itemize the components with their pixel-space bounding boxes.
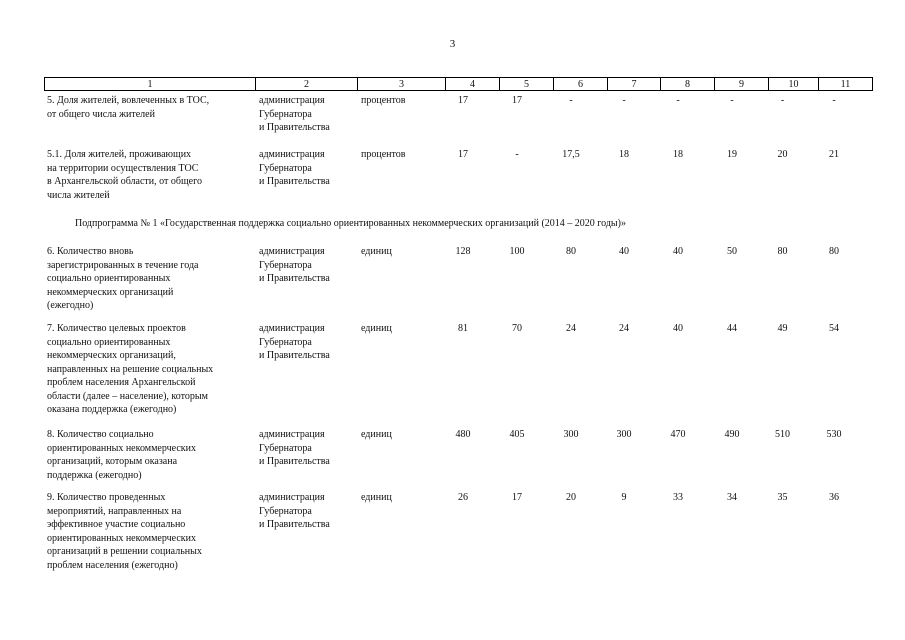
indicator-name [47,322,252,417]
executor-cell-line: Губернатора [259,505,312,517]
value-cell: 9 [621,492,627,503]
value-cell: 34 [727,492,737,503]
header-col-7: 7 [608,78,661,91]
executor-cell-line: Губернатора [259,108,312,120]
value-cell: 490 [724,429,740,440]
executor-cell [259,428,359,469]
indicator-name-line: социально ориентированных [47,336,171,348]
value-cell: - [515,149,519,160]
executor-cell-line: администрация [259,149,325,160]
subprogram-heading: Подпрограмма № 1 «Государственная поддержка социально ориентированных некоммерческих организаций (2014 – 2020 годы)» [75,218,626,229]
indicator-name-line: организаций в решении социальных [47,546,202,557]
indicator-name [47,428,252,482]
value-cell: 128 [455,246,471,257]
indicator-name [47,491,252,572]
indicator-name-line: мероприятий, направленных на [47,505,182,517]
value-cell: 21 [829,149,839,160]
value-cell: 24 [566,323,576,334]
unit-cell: единиц [361,492,392,503]
executor-cell-line: администрация [259,429,325,440]
value-cell: 17 [458,149,468,160]
executor-cell-line: администрация [259,246,325,257]
indicator-name-line: организаций, которым оказана [47,456,178,467]
value-cell: 80 [777,246,788,257]
indicator-name-line: социально ориентированных [47,273,171,284]
value-cell: - [622,95,626,106]
value-cell: 20 [777,149,788,160]
indicator-name-line: (ежегодно) [47,300,94,311]
indicator-name-line: 5. Доля жителей, вовлеченных в ТОС, [47,95,210,106]
header-col-3: 3 [358,78,446,91]
value-cell: 70 [512,323,522,334]
value-cell: 17 [512,492,522,503]
indicator-name-line: ориентированных некоммерческих [47,442,196,454]
value-cell: 300 [563,429,579,440]
indicator-name-line: от общего числа жителей [47,108,155,120]
indicator-name-line: числа жителей [47,189,110,201]
indicator-name-line: оказана поддержка (ежегодно) [47,404,177,415]
value-cell: 510 [775,429,790,440]
header-col-8: 8 [661,78,715,91]
executor-cell-line: администрация [259,323,325,334]
header-col-10: 10 [769,78,819,91]
executor-cell [259,94,359,135]
value-cell: 18 [619,149,629,160]
header-col-2: 2 [256,78,358,91]
value-cell: - [569,95,573,106]
value-cell: 49 [777,323,788,334]
executor-cell-line: администрация [259,492,325,503]
value-cell: 300 [616,429,632,440]
unit-cell: процентов [361,95,406,106]
unit-cell: процентов [361,149,406,160]
indicator-name-line: на территории осуществления ТОС [47,162,199,174]
column-number-header [44,77,873,91]
value-cell: - [730,95,734,106]
value-cell: 17 [512,95,522,106]
value-cell: 35 [777,492,788,503]
executor-cell-line: Губернатора [259,336,312,348]
indicator-name [47,148,252,202]
indicator-name-line: проблем населения (ежегодно) [47,559,178,571]
executor-cell-line: и Правительства [259,519,330,530]
indicator-name-line: 6. Количество вновь [47,246,134,257]
value-cell: 54 [829,323,839,334]
value-cell: 17,5 [562,149,580,160]
indicator-name-line: зарегистрированных в течение года [47,259,199,271]
value-cell: 40 [673,323,683,334]
value-cell: 40 [673,246,683,257]
value-cell: 480 [455,429,471,440]
indicator-name-line: эффективное участие социально [47,519,186,530]
executor-cell-line: и Правительства [259,350,330,361]
value-cell: 18 [673,149,683,160]
value-cell: 100 [509,246,525,257]
executor-cell-line: и Правительства [259,456,330,467]
value-cell: 19 [727,149,737,160]
value-cell: 50 [727,246,737,257]
executor-cell-line: и Правительства [259,122,330,133]
executor-cell [259,491,359,532]
indicator-name [47,245,252,313]
indicator-name-line: области (далее – население), которым [47,390,208,402]
executor-cell [259,245,359,286]
header-col-4: 4 [446,78,500,91]
value-cell: 33 [673,492,683,503]
executor-cell-line: администрация [259,95,325,106]
indicator-name-line: некоммерческих организаций, [47,350,176,361]
header-col-6: 6 [554,78,608,91]
unit-cell: единиц [361,323,392,334]
value-cell: - [832,95,836,106]
value-cell: 36 [829,492,839,503]
value-cell: 24 [619,323,629,334]
indicator-name-line: ориентированных некоммерческих [47,532,196,544]
executor-cell-line: Губернатора [259,259,312,271]
executor-cell [259,148,359,189]
indicator-name-line: 9. Количество проведенных [47,492,166,503]
unit-cell: единиц [361,429,392,440]
value-cell: - [780,95,785,106]
header-col-5: 5 [500,78,554,91]
indicator-name-line: некоммерческих организаций [47,286,174,298]
value-cell: 530 [826,429,842,440]
executor-cell [259,322,359,363]
value-cell: 44 [727,323,737,334]
indicator-name-line: поддержка (ежегодно) [47,469,142,481]
page-number: 3 [449,38,456,50]
indicator-name-line: в Архангельской области, от общего [47,176,202,187]
value-cell: 40 [619,246,629,257]
indicator-name-line: направленных на решение социальных [47,363,214,375]
executor-cell-line: Губернатора [259,442,312,454]
indicator-name-line: 5.1. Доля жителей, проживающих [47,149,192,160]
value-cell: 81 [458,323,468,334]
value-cell: 17 [458,95,468,106]
indicator-name-line: 7. Количество целевых проектов [47,323,186,334]
value-cell: 470 [670,429,686,440]
executor-cell-line: и Правительства [259,176,330,187]
unit-cell: единиц [361,246,392,257]
executor-cell-line: Губернатора [259,162,312,174]
value-cell: 80 [566,246,576,257]
indicator-name-line: 8. Количество социально [47,429,154,440]
indicator-name [47,94,252,121]
value-cell: 20 [566,492,576,503]
header-col-9: 9 [715,78,769,91]
executor-cell-line: и Правительства [259,273,330,284]
indicator-name-line: проблем населения Архангельской [47,377,196,388]
value-cell: 26 [458,492,468,503]
value-cell: 80 [829,246,839,257]
value-cell: 405 [509,429,525,440]
header-col-1: 1 [45,78,256,91]
header-col-11: 11 [819,78,873,91]
value-cell: - [676,95,680,106]
